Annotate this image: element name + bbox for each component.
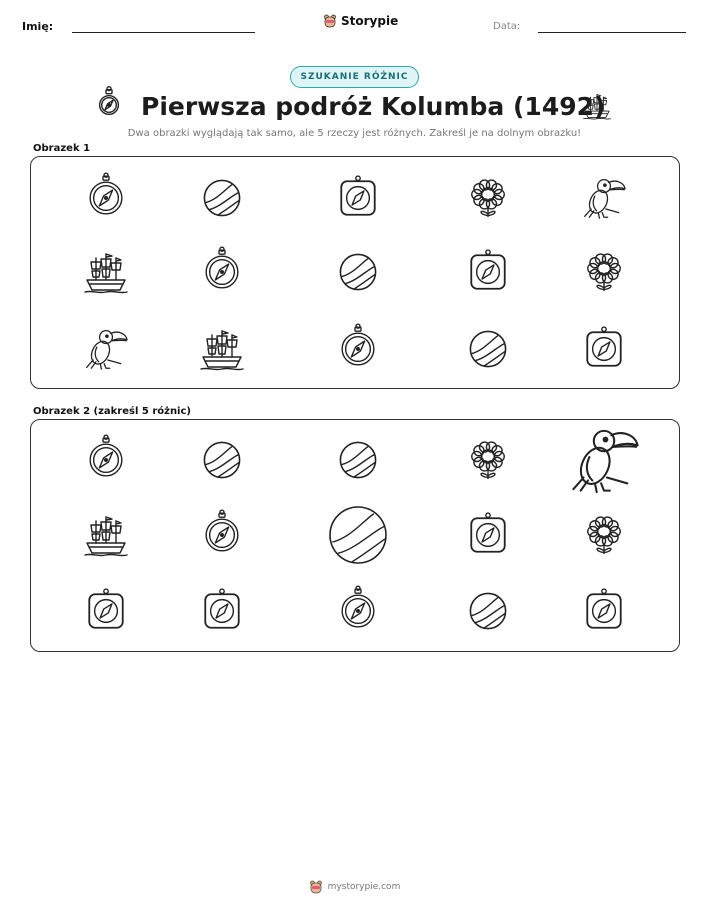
ball-icon[interactable] [323, 500, 393, 570]
date-label: Data: [493, 21, 521, 32]
compass-round-icon[interactable] [336, 327, 380, 371]
compass-round-icon[interactable] [84, 176, 128, 220]
panel1-label: Obrazek 1 [33, 143, 91, 154]
compass-square-icon[interactable] [582, 327, 626, 371]
compass-square-icon[interactable] [84, 589, 128, 633]
compass-square-icon[interactable] [336, 176, 380, 220]
flower-icon[interactable] [582, 250, 626, 294]
brand-logo [323, 14, 398, 28]
bear-icon [323, 14, 337, 28]
compass-round-icon[interactable] [336, 589, 380, 633]
page-title: Pierwsza podróż Kolumba (1492) [141, 92, 606, 121]
compass-icon [96, 92, 122, 122]
ball-icon[interactable] [336, 438, 380, 482]
compass-round-icon[interactable] [200, 513, 244, 557]
flower-icon[interactable] [466, 438, 510, 482]
compass-square-icon[interactable] [466, 250, 510, 294]
ball-icon[interactable] [466, 327, 510, 371]
footer [0, 880, 709, 894]
toucan-icon[interactable] [84, 327, 128, 371]
date-line[interactable] [538, 32, 686, 33]
ship-icon[interactable] [84, 250, 128, 294]
flower-icon[interactable] [466, 176, 510, 220]
compass-square-icon[interactable] [200, 589, 244, 633]
ship-icon[interactable] [84, 513, 128, 557]
ball-icon[interactable] [200, 176, 244, 220]
ship-icon [583, 92, 613, 124]
compass-round-icon[interactable] [84, 438, 128, 482]
flower-icon[interactable] [582, 513, 626, 557]
name-label: Imię: [22, 20, 54, 33]
footer-url[interactable]: mystorypie.com [327, 882, 401, 892]
compass-square-icon[interactable] [466, 513, 510, 557]
ship-icon[interactable] [200, 327, 244, 371]
compass-round-icon[interactable] [200, 250, 244, 294]
ball-icon[interactable] [336, 250, 380, 294]
instructions: Dwa obrazki wyglądają tak samo, ale 5 rzeczy jest różnych. Zakreśl je na dolnym obrazku! [127, 128, 582, 139]
brand-name: Storypie [341, 14, 399, 28]
activity-badge: SZUKANIE RÓŻNIC [290, 66, 418, 88]
panel2-label: Obrazek 2 (zakreśl 5 różnic) [33, 406, 191, 417]
toucan-icon[interactable] [569, 425, 639, 495]
compass-square-icon[interactable] [582, 589, 626, 633]
ball-icon[interactable] [200, 438, 244, 482]
ball-icon[interactable] [466, 589, 510, 633]
bear-icon [309, 880, 323, 894]
name-line[interactable] [72, 32, 255, 33]
toucan-icon[interactable] [582, 176, 626, 220]
